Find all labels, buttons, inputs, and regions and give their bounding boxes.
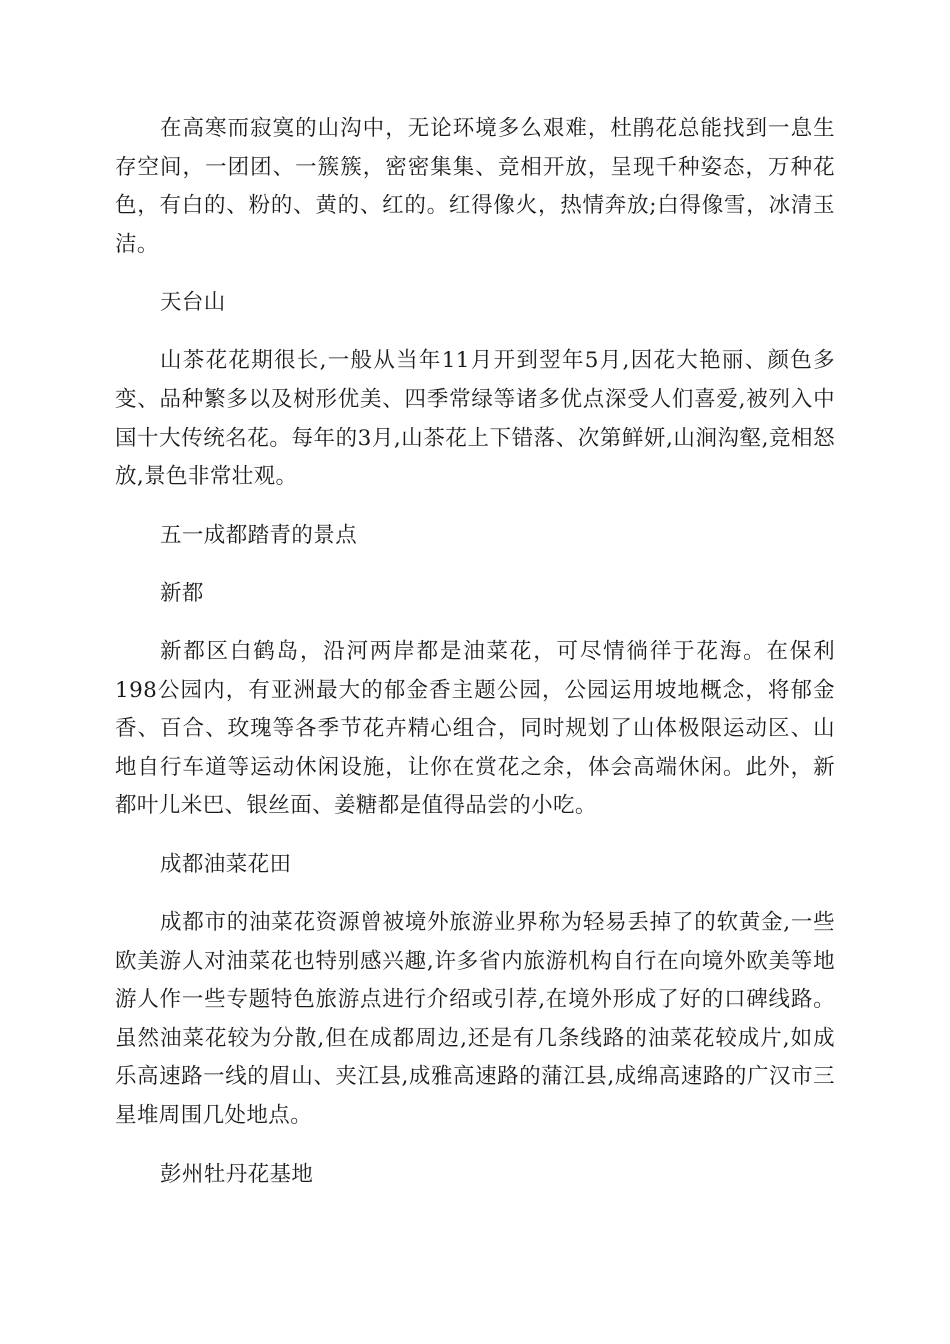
paragraph-xindu: 新都区白鹤岛，沿河两岸都是油菜花，可尽情徜徉于花海。在保利198公园内，有亚洲最大的郁金香主题公园，公园运用坡地概念，将郁金香、百合、玫瑰等各季节花卉精心组合，同时规划了山体极限运动区、山地自行车道等运动休闲设施，让你在赏花之余，体会高端休闲。此外，新都叶儿米巴、银丝面、姜糖都是值得品尝的小吃。 bbox=[115, 639, 835, 819]
heading-pengzhou-peony-base: 彭州牡丹花基地 bbox=[160, 1161, 314, 1187]
heading-chengdu-rapeseed-fields: 成都油菜花田 bbox=[160, 852, 292, 877]
paragraph-rapeseed: 成都市的油菜花资源曾被境外旅游业界称为轻易丢掉了的软黄金,一些欧美游人对油菜花也特别感兴趣,许多省内旅游机构自行在向境外欧美等地游人作一些专题特色旅游点进行介绍或引荐,在境外形成了好的口碑线路。虽然油菜花较为分散,但在成都周边,还是有几条线路的油菜花较成片,如成乐高速路一线的眉山、夹江县,成雅高速路的蒲江县,成绵高速路的广汉市三星堆周围几处地点。 bbox=[115, 910, 835, 1129]
paragraph-azalea: 在高寒而寂寞的山沟中，无论环境多么艰难，杜鹃花总能找到一息生存空间，一团团、一簇簇，密密集集、竞相开放，呈现千种姿态，万种花色，有白的、粉的、黄的、红的。红得像火，热情奔放;白得像雪，冰清玉洁。 bbox=[115, 116, 835, 257]
paragraph-camellia: 山茶花花期很长,一般从当年11月开到翌年5月,因花大艳丽、颜色多变、品种繁多以及树形优美、四季常绿等诸多优点深受人们喜爱,被列入中国十大传统名花。每年的3月,山茶花上下错落、次第鲜妍,山涧沟壑,竞相怒放,景色非常壮观。 bbox=[115, 348, 835, 490]
document-page bbox=[115, 110, 835, 1214]
heading-may-day-chengdu-spots: 五一成都踏青的景点 bbox=[160, 522, 358, 548]
heading-xindu: 新都 bbox=[160, 580, 204, 606]
heading-tiantai-mountain: 天台山 bbox=[160, 290, 226, 316]
